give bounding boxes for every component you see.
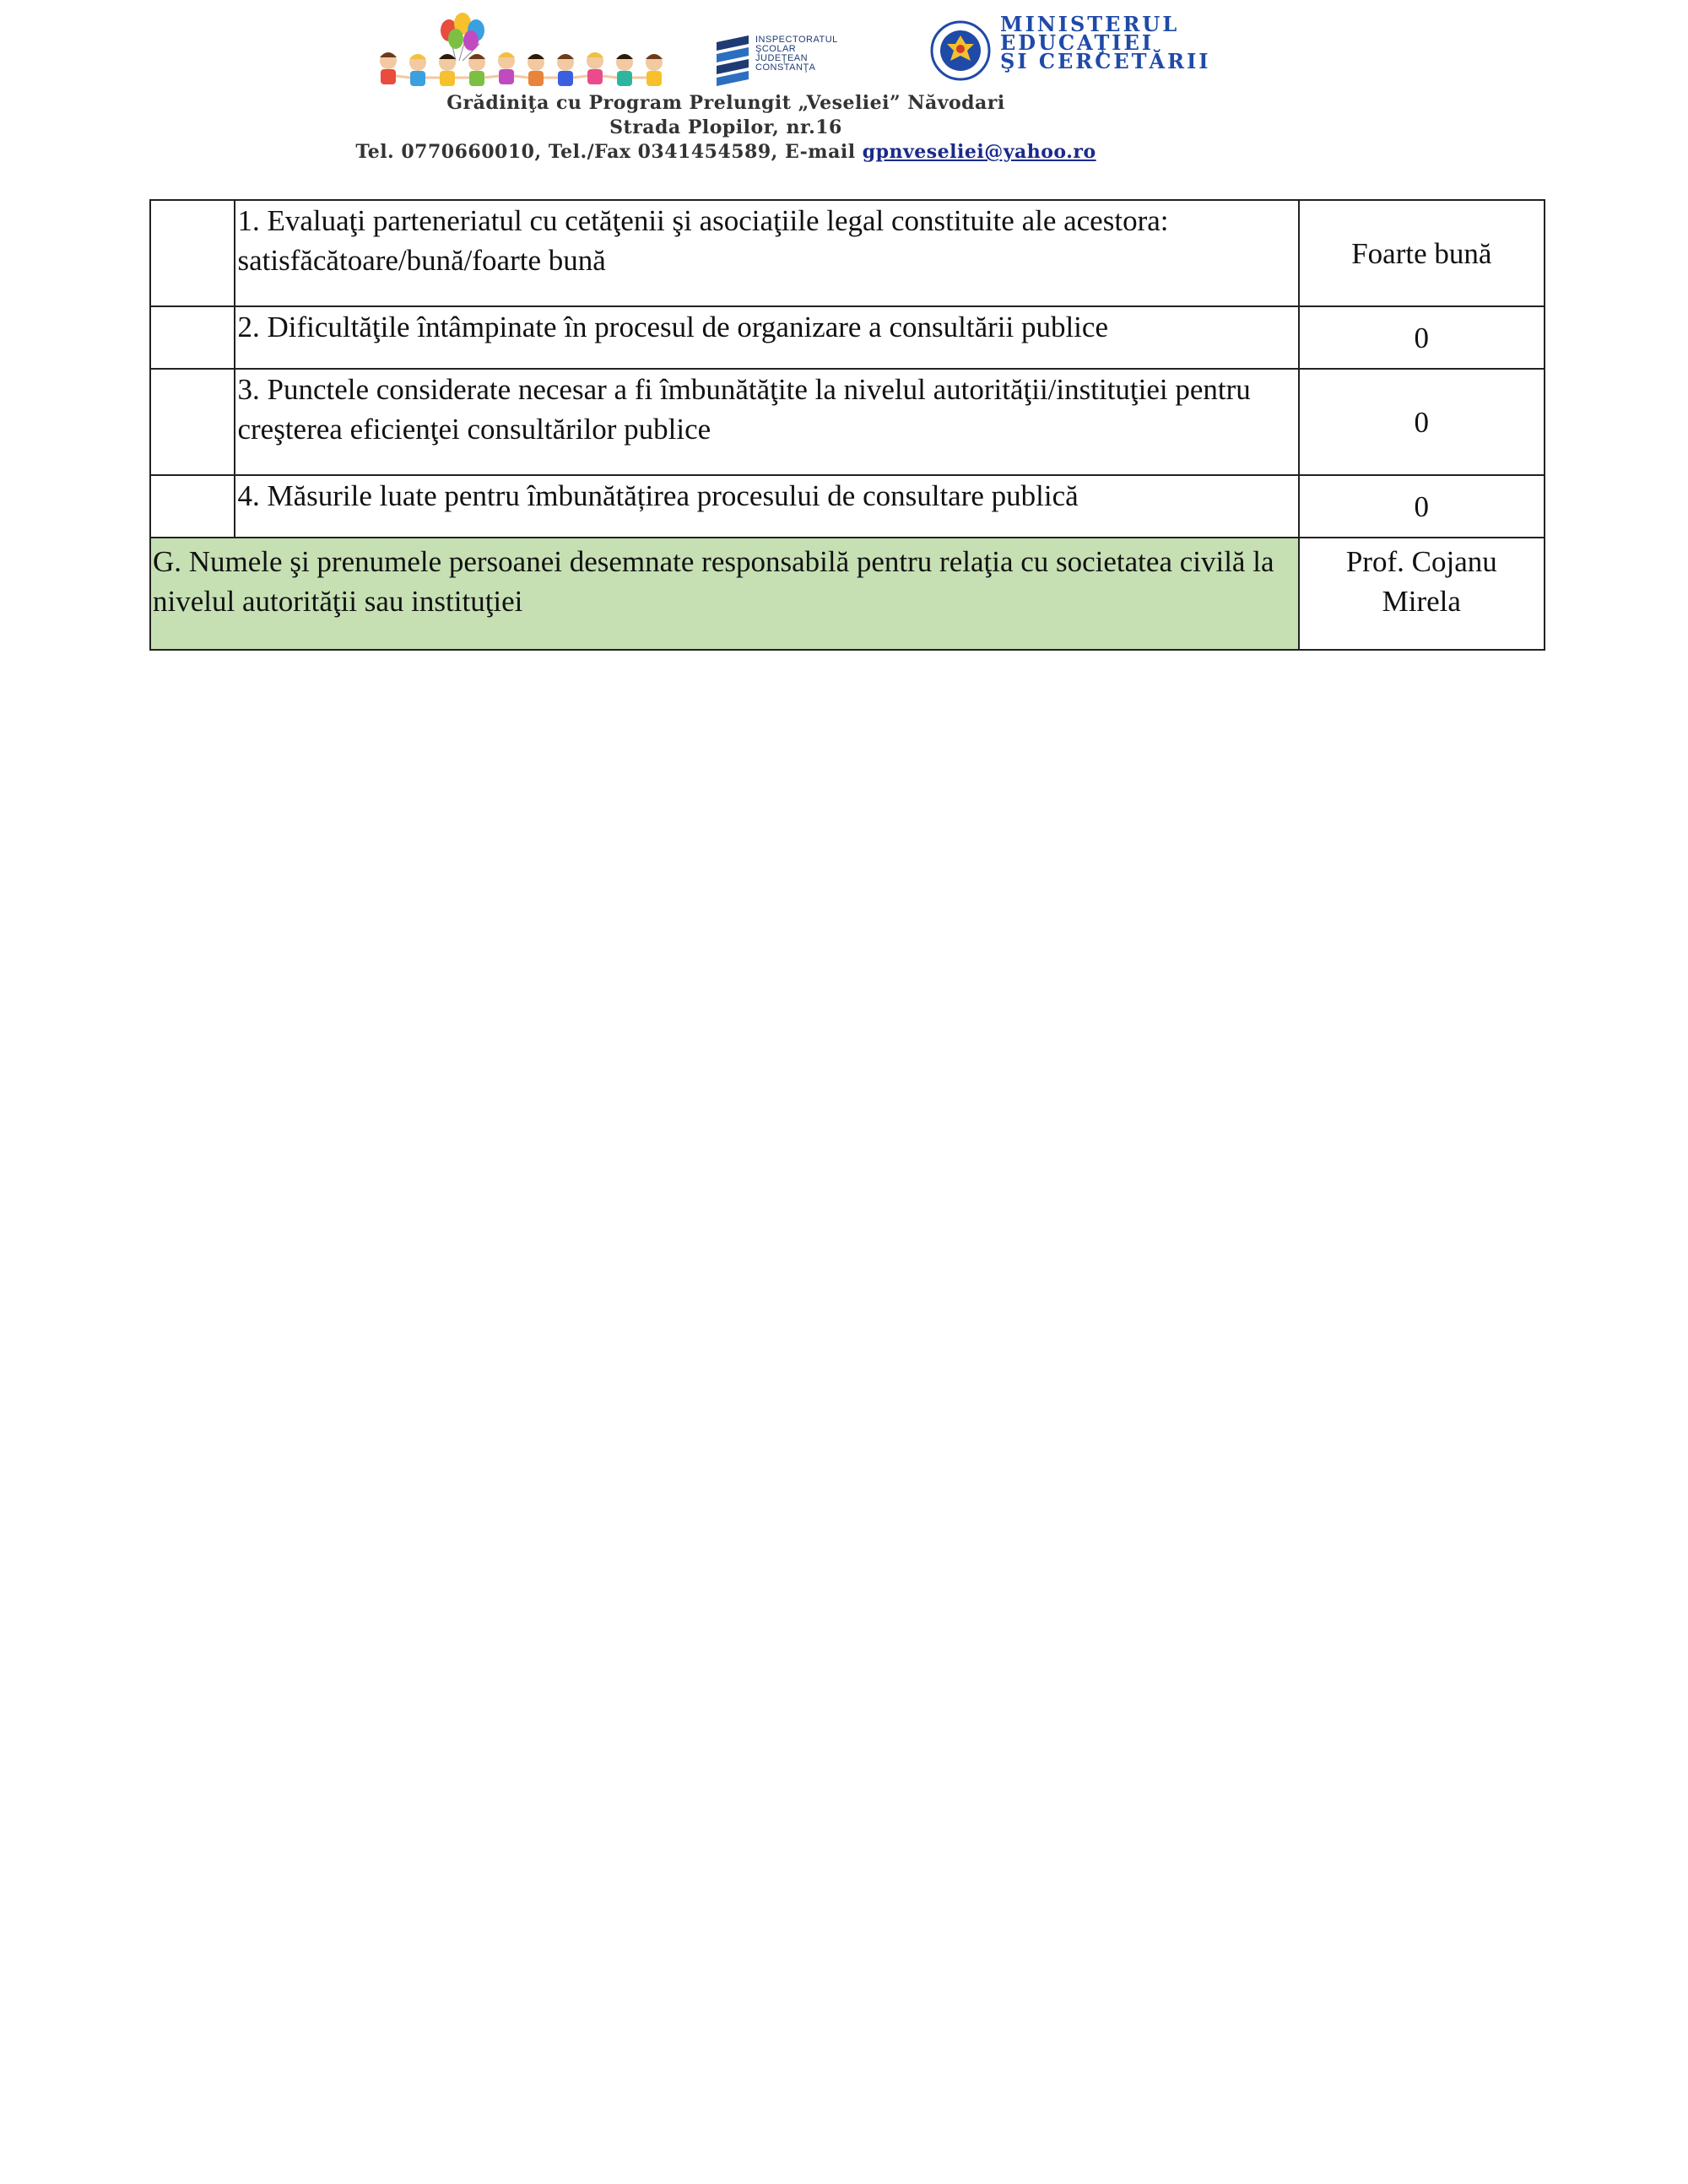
school-street: Strada Plopilor, nr.16 (609, 116, 842, 138)
table-row (150, 369, 1545, 475)
isj-line: INSPECTORATUL (755, 35, 838, 45)
responsible-person-title-name: Prof. Cojanu (1345, 545, 1497, 578)
answer-cell: 0 (1299, 475, 1545, 538)
row-number-cell (150, 306, 235, 369)
row-number-cell (150, 369, 235, 475)
school-name: Grădiniţa cu Program Prelungit „Veseliei” Năvodari (446, 92, 1005, 114)
section-g-label: G. Numele şi prenumele persoanei desemnate responsabilă pentru relaţia cu societatea civilă la nivelul autorităţii sau instituţiei (150, 538, 1299, 650)
ministry-name (1000, 12, 1211, 73)
table-row (150, 306, 1545, 369)
question-cell: 1. Evaluaţi parteneriatul cu cetăţenii şi asociaţiile legal constituite ale acestora: satisfăcătoare/bună/foarte bună (235, 200, 1298, 306)
question-cell: 2. Dificultăţile întâmpinate în procesul de organizare a consultării publice (235, 306, 1298, 369)
responsible-person-surname: Mirela (1382, 585, 1461, 618)
isj-emblem-icon (713, 34, 752, 89)
isj-line: ŞCOLAR (755, 44, 797, 54)
school-contact (0, 140, 1452, 165)
school-address (0, 91, 1452, 165)
table-row (150, 200, 1545, 306)
government-seal-icon (930, 20, 991, 81)
isj-name (755, 35, 838, 73)
answer-cell: Foarte bună (1299, 200, 1545, 306)
email-link[interactable]: gpnveseliei@yahoo.ro (862, 141, 1096, 163)
isj-logo (713, 27, 899, 93)
question-cell: 4. Măsurile luate pentru îmbunătățirea procesului de consultare publică (235, 475, 1298, 538)
ministry-line: MINISTERUL (1000, 12, 1180, 36)
question-cell: 3. Punctele considerate necesar a fi îmbunătăţite la nivelul autorităţii/instituţiei pentru creşterea eficienţei consultărilor publice (235, 369, 1298, 475)
letterhead (0, 0, 1688, 169)
row-number-cell (150, 475, 235, 538)
table-row (150, 475, 1545, 538)
section-g-row (150, 538, 1545, 650)
row-number-cell (150, 200, 235, 306)
isj-line: CONSTANŢA (755, 62, 816, 73)
ministry-line: ŞI CERCETĂRII (1000, 49, 1211, 73)
consultation-table (149, 199, 1545, 651)
section-g-answer (1299, 538, 1545, 650)
answer-cell: 0 (1299, 306, 1545, 369)
kindergarten-logo (371, 8, 692, 93)
answer-cell: 0 (1299, 369, 1545, 475)
isj-line: JUDEŢEAN (755, 53, 809, 63)
ministry-line: EDUCAŢIEI (1000, 30, 1155, 55)
contact-phones: Tel. 0770660010, Tel./Fax 0341454589, E-mail (355, 141, 863, 163)
logo-strip (371, 8, 1249, 93)
